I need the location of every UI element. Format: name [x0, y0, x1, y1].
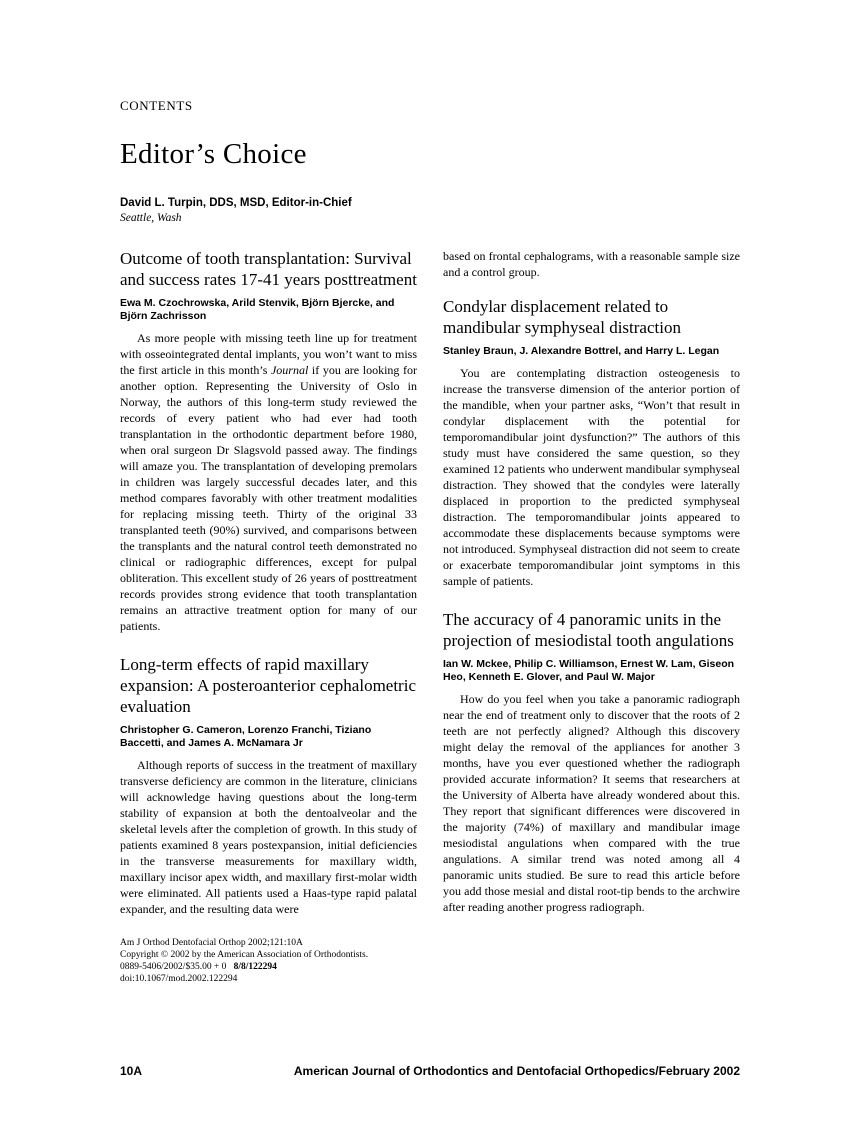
article-body: Although reports of success in the treatment of maxillary transverse deficiency are common in the literature, clinicians will acknowledge having questions about the long-term stability of expansion at both the dentoalveolar and the skeletal levels after the completion of growth. In this study of patients examined 8 years postexpansion, initial deficiencies in the transverse measurements for maxillary width, maxillary incisor apex width, and maxillary first-molar width were eliminated. All patients used a Haas-type rapid palatal expander, and the resulting data were: [120, 758, 417, 916]
article-body: How do you feel when you take a panoramic radiograph near the end of treatment only to discover that the roots of 2 teeth are not perfectly aligned? Although this discovery might delay the removal of the appliances for another 3 months, have you ever questioned whether the radiograph provided accurate information? It seems that researchers at the University of Alberta have already wondered about this. They report that significant differences were discovered in the majority (74%) of maxillary and mandibular image mesiodistal angulations when compared with the true angulations. A similar trend was noted among all 4 panoramic units studied. Be sure to read this article before you add those mesial and distal root-tip bends to the archwire after reading another progress radiograph.: [443, 692, 740, 914]
article-authors: Stanley Braun, J. Alexandre Bottrel, and Harry L. Legan: [443, 345, 720, 357]
article-rapid-maxillary-expansion: [120, 654, 417, 917]
article-panoramic-units: [443, 609, 740, 915]
article-authors: Christopher G. Cameron, Lorenzo Franchi, Tiziano Baccetti, and James A. McNamara Jr: [120, 724, 372, 749]
article-body: [120, 330, 417, 634]
journal-footnote: [120, 937, 417, 985]
page-footer: [120, 1064, 740, 1078]
page-title: Editor’s Choice: [120, 138, 307, 170]
article-heading: Condylar displacement related to mandibular symphyseal distraction: [443, 297, 681, 337]
article-body-text: As more people with missing teeth line up for treatment with osseointegrated dental implants, you won’t want to miss the first article in this month’s: [120, 331, 417, 377]
right-column: [443, 248, 740, 985]
article-body-text: if you are looking for another option. Representing the University of Oslo in Norway, the authors of this long-term study reviewed the records of every patient who had ever had tooth transplantation in the orthodontic department before 1980, when oral surgeon Dr Slagsvold passed away. The findings will amaze you. The transplantation of developing premolars in children was largely successful decades later, and this method compares favorably with other treatment modalities for replacing missing teeth. Thirty of the original 33 transplanted teeth (90%) survived, and comparisons between the transplants and the natural control teeth demonstrated no clinical or radiographic differences, except for pulpal obliteration. This excellent study of 26 years of posttreatment records provides strong evidence that tooth transplantation remains an attractive treatment option for many of our patients.: [120, 363, 417, 633]
issn-text: 0889-5406/2002/$35.00 + 0: [120, 962, 227, 972]
journal-word-italic: Journal: [270, 363, 309, 377]
publication-code: 8/8/122294: [233, 962, 277, 972]
article-body-continuation: based on frontal cephalograms, with a reasonable sample size and a control group.: [443, 249, 740, 279]
article-tooth-transplantation: [120, 248, 417, 634]
two-column-layout: [120, 248, 740, 985]
article-condylar-displacement: [443, 296, 740, 589]
article-body: You are contemplating distraction osteogenesis to increase the transverse dimension of the anterior portion of the mandible, when your partner asks, “Won’t that result in condylar displacement with the potential for temporomandibular joint dysfunction?” The authors of this study must have considered the same question, so they examined 12 patients who underwent mandibular symphyseal distraction. They showed that the condyles were laterally displaced in proportion to the predicted symphyseal distraction. The temporomandibular joints appeared to accommodate these displacements because symptoms were not introduced. Symphyseal distraction did not seem to create or exacerbate temporomandibular joint symptoms in this sample of patients.: [443, 366, 740, 588]
doi-line: doi:10.1067/mod.2002.122294: [120, 974, 238, 984]
page-number: 10A: [120, 1064, 143, 1078]
issn-line: [120, 961, 417, 973]
citation-line: Am J Orthod Dentofacial Orthop 2002;121:10A: [120, 938, 303, 948]
journal-name: American Journal of Orthodontics and Dentofacial Orthopedics/February 2002: [293, 1064, 740, 1078]
left-column: [120, 248, 417, 985]
editor-location: Seattle, Wash: [120, 212, 182, 224]
article-authors: Ian W. Mckee, Philip C. Williamson, Ernest W. Lam, Giseon Heo, Kenneth E. Glover, and Paul W. Major: [443, 658, 735, 683]
copyright-line: Copyright © 2002 by the American Association of Orthodontists.: [120, 950, 369, 960]
article-heading: The accuracy of 4 panoramic units in the projection of mesiodistal tooth angulations: [443, 610, 734, 650]
article-heading: Long-term effects of rapid maxillary expansion: A posteroanterior cephalometric evaluation: [120, 655, 416, 716]
article-heading: Outcome of tooth transplantation: Survival and success rates 17-41 years posttreatment: [120, 249, 417, 289]
contents-label: CONTENTS: [120, 98, 193, 113]
editor-byline: David L. Turpin, DDS, MSD, Editor-in-Chief: [120, 197, 352, 209]
article-authors: Ewa M. Czochrowska, Arild Stenvik, Björn Bjercke, and Björn Zachrisson: [120, 297, 395, 322]
